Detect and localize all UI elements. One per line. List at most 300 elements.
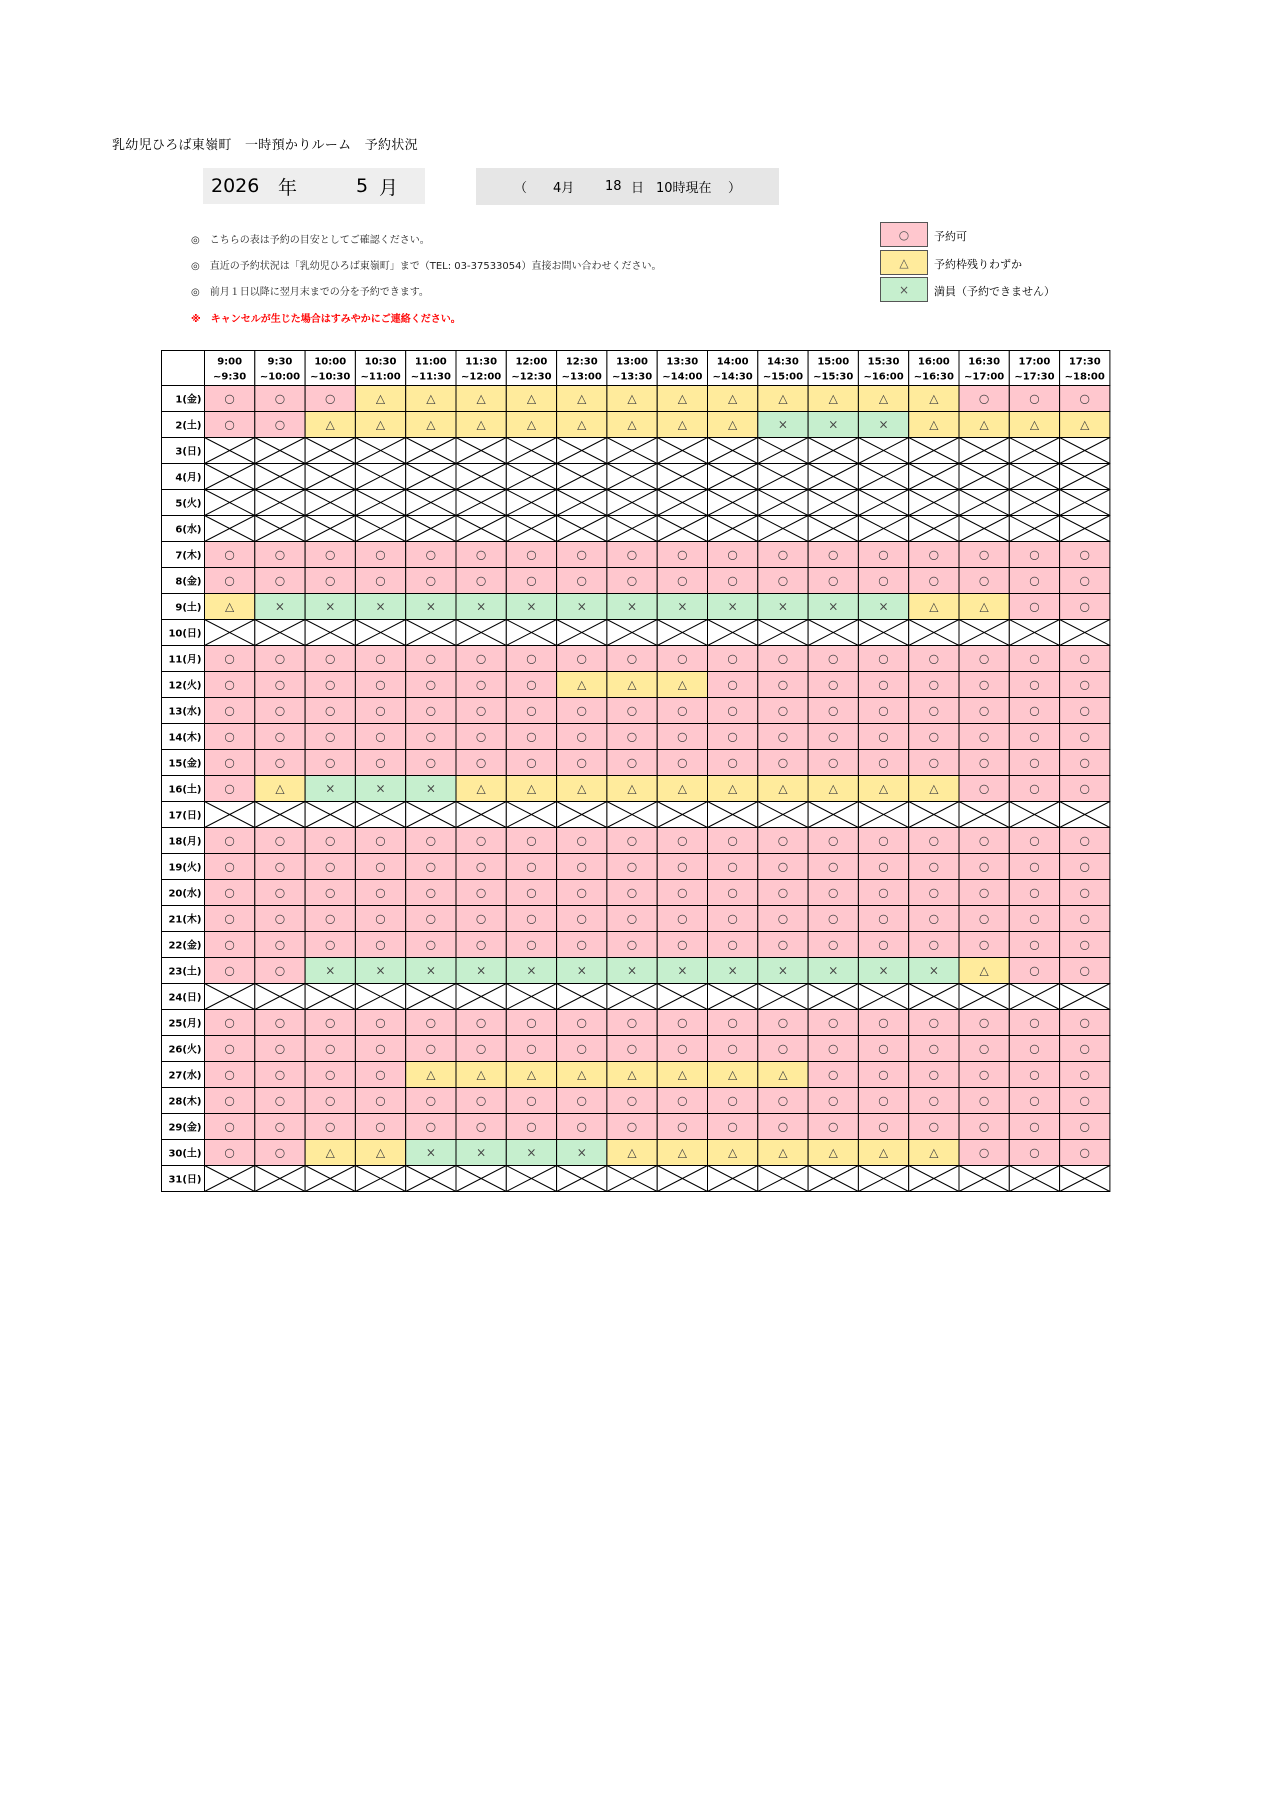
slot-status-symbol: ○ [425,885,437,900]
slot-status-symbol: ○ [828,1067,839,1082]
slot-status-symbol: × [878,417,889,432]
page-title: 乳幼児ひろば東嶺町 一時預かりルーム 予約状況 [112,138,418,153]
time-slot-end: ~17:00 [964,371,1005,383]
time-slot-start: 17:00 [1018,356,1051,368]
slot-status-symbol: ○ [425,937,437,952]
slot-status-symbol: △ [627,391,637,406]
time-slot-end: ~11:00 [360,371,401,383]
slot-status-symbol: ○ [1029,547,1040,562]
slot-status-symbol: ○ [274,1015,286,1030]
day-label: 22(金) [168,940,202,952]
slot-status-symbol: ○ [1029,833,1040,848]
day-label: 4(月) [175,472,202,484]
slot-status-symbol: △ [828,781,838,796]
time-slot-end: ~16:30 [913,371,954,383]
slot-status-symbol: ○ [928,1093,940,1108]
slot-status-symbol: △ [677,391,687,406]
slot-status-symbol: ○ [928,1015,940,1030]
time-slot-start: 15:00 [817,356,850,368]
slot-status-symbol: ○ [425,729,437,744]
slot-status-symbol: ○ [224,417,235,432]
day-label: 6(水) [175,524,202,536]
slot-status-symbol: × [375,963,386,978]
slot-status-symbol: ○ [325,937,336,952]
slot-status-symbol: ○ [878,547,889,562]
slot-status-symbol: ○ [224,573,235,588]
slot-status-symbol: ○ [526,755,537,770]
slot-status-symbol: ○ [375,859,386,874]
slot-status-symbol: ○ [325,755,336,770]
slot-status-symbol: ○ [777,755,789,770]
slot-status-symbol: ○ [978,1093,990,1108]
slot-status-symbol: × [878,963,889,978]
slot-status-symbol: ○ [978,1119,990,1134]
day-label: 31(日) [168,1174,202,1186]
slot-status-symbol: ○ [828,677,839,692]
slot-status-symbol: ○ [928,651,940,666]
slot-status-symbol: △ [1080,417,1090,432]
slot-status-symbol: × [425,1145,436,1160]
slot-status-symbol: ○ [425,1119,437,1134]
slot-status-symbol: × [425,599,436,614]
time-slot-start: 9:00 [217,356,243,368]
slot-status-symbol: × [576,963,587,978]
slot-status-symbol: × [828,963,839,978]
slot-status-symbol: ○ [375,729,386,744]
slot-status-symbol: ○ [576,937,587,952]
slot-status-symbol: ○ [777,729,789,744]
slot-status-symbol: ○ [727,729,738,744]
slot-status-symbol: ○ [1029,1067,1040,1082]
slot-status-symbol: ○ [475,1041,487,1056]
slot-status-symbol: ○ [325,677,336,692]
slot-status-symbol: ○ [1029,651,1040,666]
slot-status-symbol: ○ [677,859,688,874]
slot-status-symbol: ○ [375,1119,386,1134]
slot-status-symbol: △ [526,417,537,432]
slot-status-symbol: ○ [526,703,537,718]
slot-status-symbol: ○ [626,833,638,848]
slot-status-symbol: ○ [475,1015,487,1030]
slot-status-symbol: ○ [626,547,638,562]
slot-status-symbol: △ [728,1145,738,1160]
slot-status-symbol: ○ [475,547,487,562]
slot-status-symbol: △ [476,1067,486,1082]
slot-status-symbol: ○ [1029,1145,1040,1160]
day-label: 14(木) [168,732,202,744]
slot-status-symbol: ○ [274,547,286,562]
slot-status-symbol: ○ [224,1093,235,1108]
slot-status-symbol: × [777,417,788,432]
slot-status-symbol: ○ [928,1119,940,1134]
day-label: 10(日) [168,628,202,640]
slot-status-symbol: ○ [828,1041,839,1056]
time-slot-start: 16:00 [917,356,950,368]
slot-status-symbol: △ [878,781,889,796]
slot-status-symbol: ○ [978,651,990,666]
time-slot-start: 14:00 [716,356,749,368]
slot-status-symbol: ○ [1079,703,1090,718]
slot-status-symbol: ○ [274,729,286,744]
day-label: 23(土) [168,966,202,978]
slot-status-symbol: × [476,963,487,978]
note-3: ◎ 前月１日以降に翌月末までの分を予約できます。 [191,287,429,298]
day-label: 30(土) [168,1148,202,1160]
slot-status-symbol: ○ [928,573,940,588]
slot-status-symbol: ○ [878,677,889,692]
slot-status-symbol: ○ [777,651,789,666]
slot-status-symbol: ○ [274,1093,286,1108]
slot-status-symbol: ○ [576,729,587,744]
slot-status-symbol: ○ [828,1119,839,1134]
slot-status-symbol: ○ [677,651,688,666]
slot-status-symbol: ○ [425,651,437,666]
slot-status-symbol: ○ [1079,677,1090,692]
legend-label-available: 予約可 [934,230,967,243]
slot-status-symbol: ○ [526,885,537,900]
slot-status-symbol: ○ [325,703,336,718]
slot-status-symbol: ○ [274,677,286,692]
slot-status-symbol: ○ [274,885,286,900]
slot-status-symbol: ○ [626,1119,638,1134]
slot-status-symbol: ○ [1029,963,1040,978]
slot-status-symbol: △ [325,417,335,432]
slot-status-symbol: ○ [526,1119,537,1134]
slot-status-symbol: ○ [425,1093,437,1108]
slot-status-symbol: ○ [626,651,638,666]
slot-status-symbol: ○ [1079,651,1090,666]
time-slot-end: ~14:00 [662,371,703,383]
slot-status-symbol: ○ [1079,963,1090,978]
slot-status-symbol: ○ [928,911,940,926]
slot-status-symbol: ○ [978,755,990,770]
slot-status-symbol: × [325,963,336,978]
slot-status-symbol: ○ [1079,599,1090,614]
slot-status-symbol: △ [728,1067,738,1082]
slot-status-symbol: ○ [978,1067,990,1082]
slot-status-symbol: △ [929,781,939,796]
slot-status-symbol: × [627,599,638,614]
day-label: 16(土) [168,784,202,796]
slot-status-symbol: × [375,781,386,796]
slot-status-symbol: × [677,963,688,978]
slot-status-symbol: ○ [928,885,940,900]
slot-status-symbol: ○ [526,911,537,926]
slot-status-symbol: △ [577,391,587,406]
slot-status-symbol: ○ [777,1041,789,1056]
as-of-open: （ [514,181,528,196]
slot-status-symbol: ○ [224,651,235,666]
slot-status-symbol: △ [577,417,587,432]
slot-status-symbol: ○ [526,547,537,562]
slot-status-symbol: ○ [978,1041,990,1056]
slot-status-symbol: × [727,963,738,978]
slot-status-symbol: ○ [425,703,437,718]
slot-status-symbol: ○ [325,1119,336,1134]
slot-status-symbol: ○ [576,573,587,588]
slot-status-symbol: △ [627,1067,637,1082]
slot-status-symbol: × [476,1145,487,1160]
slot-status-symbol: ○ [224,1145,235,1160]
slot-status-symbol: ○ [878,833,889,848]
note-1: ◎ こちらの表は予約の目安としてご確認ください。 [191,235,430,246]
slot-status-symbol: △ [325,1145,335,1160]
slot-status-symbol: ○ [828,1015,839,1030]
legend-label-full: 満員（予約できません） [934,285,1055,298]
time-slot-start: 10:30 [364,356,397,368]
slot-status-symbol: ○ [576,547,587,562]
slot-status-symbol: ○ [325,911,336,926]
slot-status-symbol: ○ [677,547,688,562]
slot-status-symbol: ○ [224,963,235,978]
slot-status-symbol: △ [1029,417,1040,432]
slot-status-symbol: ○ [475,573,487,588]
slot-status-symbol: ○ [878,859,889,874]
slot-status-symbol: ○ [1029,859,1040,874]
slot-status-symbol: ○ [325,1067,336,1082]
slot-status-symbol: ○ [878,885,889,900]
slot-status-symbol: ○ [828,885,839,900]
slot-status-symbol: ○ [928,833,940,848]
slot-status-symbol: ○ [224,1015,235,1030]
slot-status-symbol: ○ [828,573,839,588]
slot-status-symbol: ○ [325,651,336,666]
slot-status-symbol: ○ [1079,1041,1090,1056]
slot-status-symbol: ○ [1029,1041,1040,1056]
slot-status-symbol: ○ [274,859,286,874]
time-slot-end: ~16:00 [863,371,904,383]
slot-status-symbol: ○ [727,937,738,952]
slot-status-symbol: ○ [828,859,839,874]
slot-status-symbol: ○ [576,885,587,900]
day-label: 1(金) [175,394,202,406]
slot-status-symbol: △ [728,417,738,432]
legend-swatch-few: △ [880,250,928,275]
slot-status-symbol: × [828,417,839,432]
slot-status-symbol: ○ [425,911,437,926]
slot-status-symbol: △ [375,1145,386,1160]
day-label: 27(水) [168,1070,202,1082]
month-unit: 月 [379,176,399,199]
slot-status-symbol: △ [275,781,285,796]
slot-status-symbol: ○ [828,937,839,952]
note-2: ◎ 直近の予約状況は「乳幼児ひろば東嶺町」まで（TEL: 03-37533054）直接お問い合わせください。 [191,261,662,272]
slot-status-symbol: ○ [1079,1067,1090,1082]
day-label: 8(金) [175,576,202,588]
slot-status-symbol: ○ [677,573,688,588]
slot-status-symbol: ○ [1079,937,1090,952]
slot-status-symbol: △ [426,391,436,406]
slot-status-symbol: ○ [274,833,286,848]
day-label: 25(月) [168,1018,202,1030]
slot-status-symbol: ○ [777,703,789,718]
day-label: 28(木) [168,1096,202,1108]
slot-status-symbol: ○ [828,1093,839,1108]
slot-status-symbol: △ [526,1067,537,1082]
slot-status-symbol: ○ [526,677,537,692]
slot-status-symbol: ○ [475,651,487,666]
slot-status-symbol: ○ [727,651,738,666]
slot-status-symbol: ○ [375,677,386,692]
slot-status-symbol: ○ [828,833,839,848]
slot-status-symbol: ○ [475,729,487,744]
slot-status-symbol: ○ [1079,911,1090,926]
slot-status-symbol: ○ [1079,729,1090,744]
slot-status-symbol: ○ [928,859,940,874]
slot-status-symbol: ○ [325,547,336,562]
slot-status-symbol: × [928,963,939,978]
slot-status-symbol: △ [476,391,486,406]
slot-status-symbol: ○ [677,885,688,900]
slot-status-symbol: △ [728,391,738,406]
slot-status-symbol: ○ [928,677,940,692]
time-slot-start: 17:30 [1068,356,1101,368]
slot-status-symbol: ○ [1079,833,1090,848]
slot-status-symbol: × [576,1145,587,1160]
slot-status-symbol: × [828,599,839,614]
slot-status-symbol: ○ [325,1093,336,1108]
slot-status-symbol: × [526,1145,537,1160]
slot-status-symbol: ○ [878,1093,889,1108]
slot-status-symbol: △ [929,391,939,406]
slot-status-symbol: △ [979,417,989,432]
slot-status-symbol: ○ [1079,547,1090,562]
legend-label-few: 予約枠残りわずか [934,258,1022,271]
slot-status-symbol: ○ [727,677,738,692]
slot-status-symbol: ○ [576,859,587,874]
year-unit: 年 [278,176,298,199]
time-slot-start: 11:30 [465,356,498,368]
slot-status-symbol: △ [526,391,537,406]
slot-status-symbol: ○ [475,937,487,952]
slot-status-symbol: ○ [1029,755,1040,770]
slot-status-symbol: ○ [677,703,688,718]
time-slot-start: 13:00 [616,356,648,368]
slot-status-symbol: ○ [375,547,386,562]
day-label: 29(金) [168,1122,202,1134]
slot-status-symbol: ○ [727,1015,738,1030]
legend-swatch-available: ○ [880,222,928,247]
slot-status-symbol: ○ [1029,391,1040,406]
time-slot-end: ~17:30 [1014,371,1055,383]
slot-status-symbol: ○ [626,937,638,952]
slot-status-symbol: △ [375,417,386,432]
slot-status-symbol: ○ [928,1041,940,1056]
slot-status-symbol: ○ [828,755,839,770]
day-label: 13(水) [168,706,202,718]
slot-status-symbol: ○ [928,547,940,562]
slot-status-symbol: ○ [274,417,286,432]
slot-status-symbol: ○ [274,1067,286,1082]
slot-status-symbol: ○ [526,573,537,588]
time-slot-end: ~13:30 [611,371,653,383]
slot-status-symbol: × [777,963,788,978]
slot-status-symbol: ○ [1029,885,1040,900]
slot-status-symbol: ○ [828,703,839,718]
slot-status-symbol: △ [426,1067,436,1082]
slot-status-symbol: ○ [677,1119,688,1134]
slot-status-symbol: × [425,963,436,978]
slot-status-symbol: ○ [727,1119,738,1134]
time-slot-end: ~10:30 [310,371,351,383]
slot-status-symbol: ○ [526,937,537,952]
header-corner [162,351,205,386]
slot-status-symbol: ○ [878,937,889,952]
slot-status-symbol: ○ [224,729,235,744]
as-of-month: 4月 [553,181,575,196]
slot-status-symbol: ○ [677,1041,688,1056]
slot-status-symbol: △ [728,781,738,796]
slot-status-symbol: ○ [777,859,789,874]
slot-status-symbol: △ [577,781,587,796]
day-label: 24(日) [168,992,202,1004]
slot-status-symbol: ○ [1079,885,1090,900]
slot-status-symbol: ○ [274,963,286,978]
slot-status-symbol: △ [929,417,939,432]
slot-status-symbol: ○ [576,1119,587,1134]
slot-status-symbol: ○ [928,755,940,770]
slot-status-symbol: ○ [727,885,738,900]
slot-status-symbol: ○ [777,937,789,952]
slot-status-symbol: ○ [1079,1093,1090,1108]
slot-status-symbol: △ [426,417,436,432]
slot-status-symbol: ○ [425,677,437,692]
slot-status-symbol: ○ [576,651,587,666]
slot-status-symbol: ○ [325,1041,336,1056]
slot-status-symbol: △ [979,599,989,614]
slot-status-symbol: ○ [224,885,235,900]
time-slot-end: ~9:30 [213,371,247,383]
slot-status-symbol: △ [778,1067,788,1082]
slot-status-symbol: ○ [475,703,487,718]
day-label: 21(木) [168,914,202,926]
time-slot-start: 12:00 [515,356,548,368]
slot-status-symbol: × [727,599,738,614]
slot-status-symbol: ○ [274,573,286,588]
slot-status-symbol: ○ [1029,677,1040,692]
slot-status-symbol: ○ [576,1015,587,1030]
slot-status-symbol: △ [929,599,939,614]
slot-status-symbol: ○ [626,729,638,744]
slot-status-symbol: × [627,963,638,978]
slot-status-symbol: ○ [1029,911,1040,926]
slot-status-symbol: ○ [425,1015,437,1030]
slot-status-symbol: ○ [828,729,839,744]
slot-status-symbol: × [325,599,336,614]
slot-status-symbol: ○ [828,911,839,926]
day-label: 9(土) [175,602,202,614]
slot-status-symbol: ○ [677,1015,688,1030]
slot-status-symbol: × [677,599,688,614]
slot-status-symbol: △ [476,417,486,432]
slot-status-symbol: ○ [1079,859,1090,874]
slot-status-symbol: ○ [1029,1093,1040,1108]
slot-status-symbol: ○ [1029,729,1040,744]
slot-status-symbol: ○ [274,911,286,926]
time-slot-start: 9:30 [267,356,293,368]
slot-status-symbol: ○ [1079,1119,1090,1134]
slot-status-symbol: △ [627,1145,637,1160]
slot-status-symbol: △ [828,1145,838,1160]
slot-status-symbol: ○ [224,547,235,562]
slot-status-symbol: △ [878,391,889,406]
slot-status-symbol: ○ [978,781,990,796]
slot-status-symbol: ○ [325,729,336,744]
slot-status-symbol: ○ [978,547,990,562]
slot-status-symbol: ○ [727,859,738,874]
time-slot-start: 14:30 [767,356,799,368]
slot-status-symbol: ○ [777,1015,789,1030]
